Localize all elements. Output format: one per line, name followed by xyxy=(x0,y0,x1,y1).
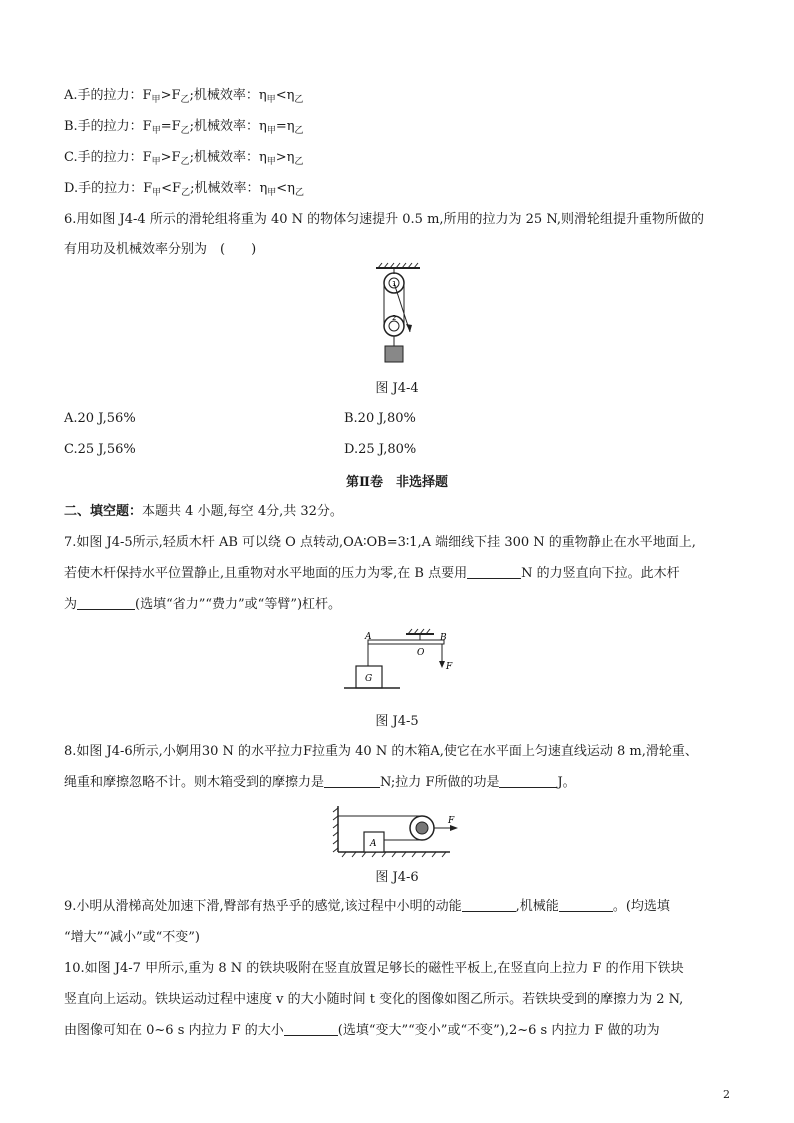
q7-text-line3: 为 (选填“省力”“费力”或“等臂”)杠杆。 xyxy=(64,597,342,612)
label-o: O xyxy=(417,648,425,658)
figure-caption-j4-5: 图 J4-5 xyxy=(375,714,419,729)
answer-blank-q8-1[interactable] xyxy=(324,773,380,788)
q6-text-line2: 有用功及机械效率分别为 ( ) xyxy=(64,242,257,257)
answer-blank-q10-1[interactable] xyxy=(284,1021,338,1036)
section-title: 第Ⅱ卷 非选择题 xyxy=(346,475,448,490)
label-box-a: A xyxy=(370,839,377,849)
q6-option-d: D.25 J,80% xyxy=(344,442,417,457)
lever-figure-j4-5 xyxy=(340,628,460,698)
pulley-figure-j4-4 xyxy=(370,262,430,374)
q6-option-b: B.20 J,80% xyxy=(344,411,416,426)
q6-option-c: C.25 J,56% xyxy=(64,442,136,457)
answer-blank-q8-2[interactable] xyxy=(499,773,557,788)
pulley-1-label: 1 xyxy=(392,280,397,288)
label-b: B xyxy=(440,633,447,643)
answer-blank-q9-1[interactable] xyxy=(462,897,516,912)
q7-text-line2: 若使木杆保持水平位置静止,且重物对水平地面的压力为零,在 B 点要用 N 的力竖直向下拉。此木杆 xyxy=(64,566,680,581)
pulley-2-label: 2 xyxy=(392,314,397,322)
pulley-figure-j4-6 xyxy=(330,804,470,860)
q9-text-line2: “增大”“减小”或“不变”) xyxy=(64,930,200,945)
part2-heading: 二、填空题：本题共 4 小题,每空 4分,共 32分。 xyxy=(64,504,343,519)
label-a: A xyxy=(365,632,372,642)
q10-text-line3: 由图像可知在 0~6 s 内拉力 F 的大小 (选填“变大”“变小”或“不变”),2~6 s 内拉力 F 做的功为 xyxy=(64,1023,660,1038)
q10-text-line1: 10.如图 J4-7 甲所示,重为 8 N 的铁块吸附在竖直放置足够长的磁性平板上,在竖直向上拉力 F 的作用下铁块 xyxy=(64,961,684,976)
q5-option-a: A.手的拉力：$F_甲>F_乙$;机械效率：$\eta_甲<\eta_乙$ xyxy=(64,88,304,105)
q6-text-line1: 6.用如图 J4-4 所示的滑轮组将重为 40 N 的物体匀速提升 0.5 m,所用的拉力为 25 N,则滑轮组提升重物所做的 xyxy=(64,212,705,227)
answer-blank-q9-2[interactable] xyxy=(559,897,613,912)
q6-option-a: A.20 J,56% xyxy=(64,411,136,426)
q9-text-line1: 9.小明从滑梯高处加速下滑,臀部有热乎乎的感觉,该过程中小明的动能 ,机械能 。(均选填 xyxy=(64,899,670,914)
answer-blank-q7-1[interactable] xyxy=(467,564,521,579)
q5-option-b: B.手的拉力：$F_甲=F_乙$;机械效率：$\eta_甲=\eta_乙$ xyxy=(64,119,304,136)
label-f: F xyxy=(446,662,453,672)
page-number: 2 xyxy=(723,1088,730,1101)
label-g: G xyxy=(365,674,373,684)
q8-text-line1: 8.如图 J4-6所示,小婀用30 N 的水平拉力F拉重为 40 N 的木箱A,使它在水平面上匀速直线运动 8 m,滑轮重、 xyxy=(64,744,698,759)
figure-caption-j4-4: 图 J4-4 xyxy=(375,381,419,396)
q5-option-c: C.手的拉力：$F_甲>F_乙$;机械效率：$\eta_甲>\eta_乙$ xyxy=(64,150,304,167)
answer-blank-q7-2[interactable] xyxy=(77,595,135,610)
q7-text-line1: 7.如图 J4-5所示,轻质木杆 AB 可以绕 O 点转动,OA∶OB=3∶1,A 端细线下挂 300 N 的重物静止在水平地面上, xyxy=(64,535,696,550)
q10-text-line2: 竖直向上运动。铁块运动过程中速度 v 的大小随时间 t 变化的图像如图乙所示。若铁块受到的摩擦力为 2 N, xyxy=(64,992,684,1007)
label-force-f: F xyxy=(448,816,455,826)
q5-option-d: D.手的拉力：$F_甲<F_乙$;机械效率：$\eta_甲<\eta_乙$ xyxy=(64,181,304,198)
figure-caption-j4-6: 图 J4-6 xyxy=(375,870,419,885)
q8-text-line2: 绳重和摩擦忽略不计。则木箱受到的摩擦力是 N;拉力 F所做的功是 J。 xyxy=(64,775,576,790)
